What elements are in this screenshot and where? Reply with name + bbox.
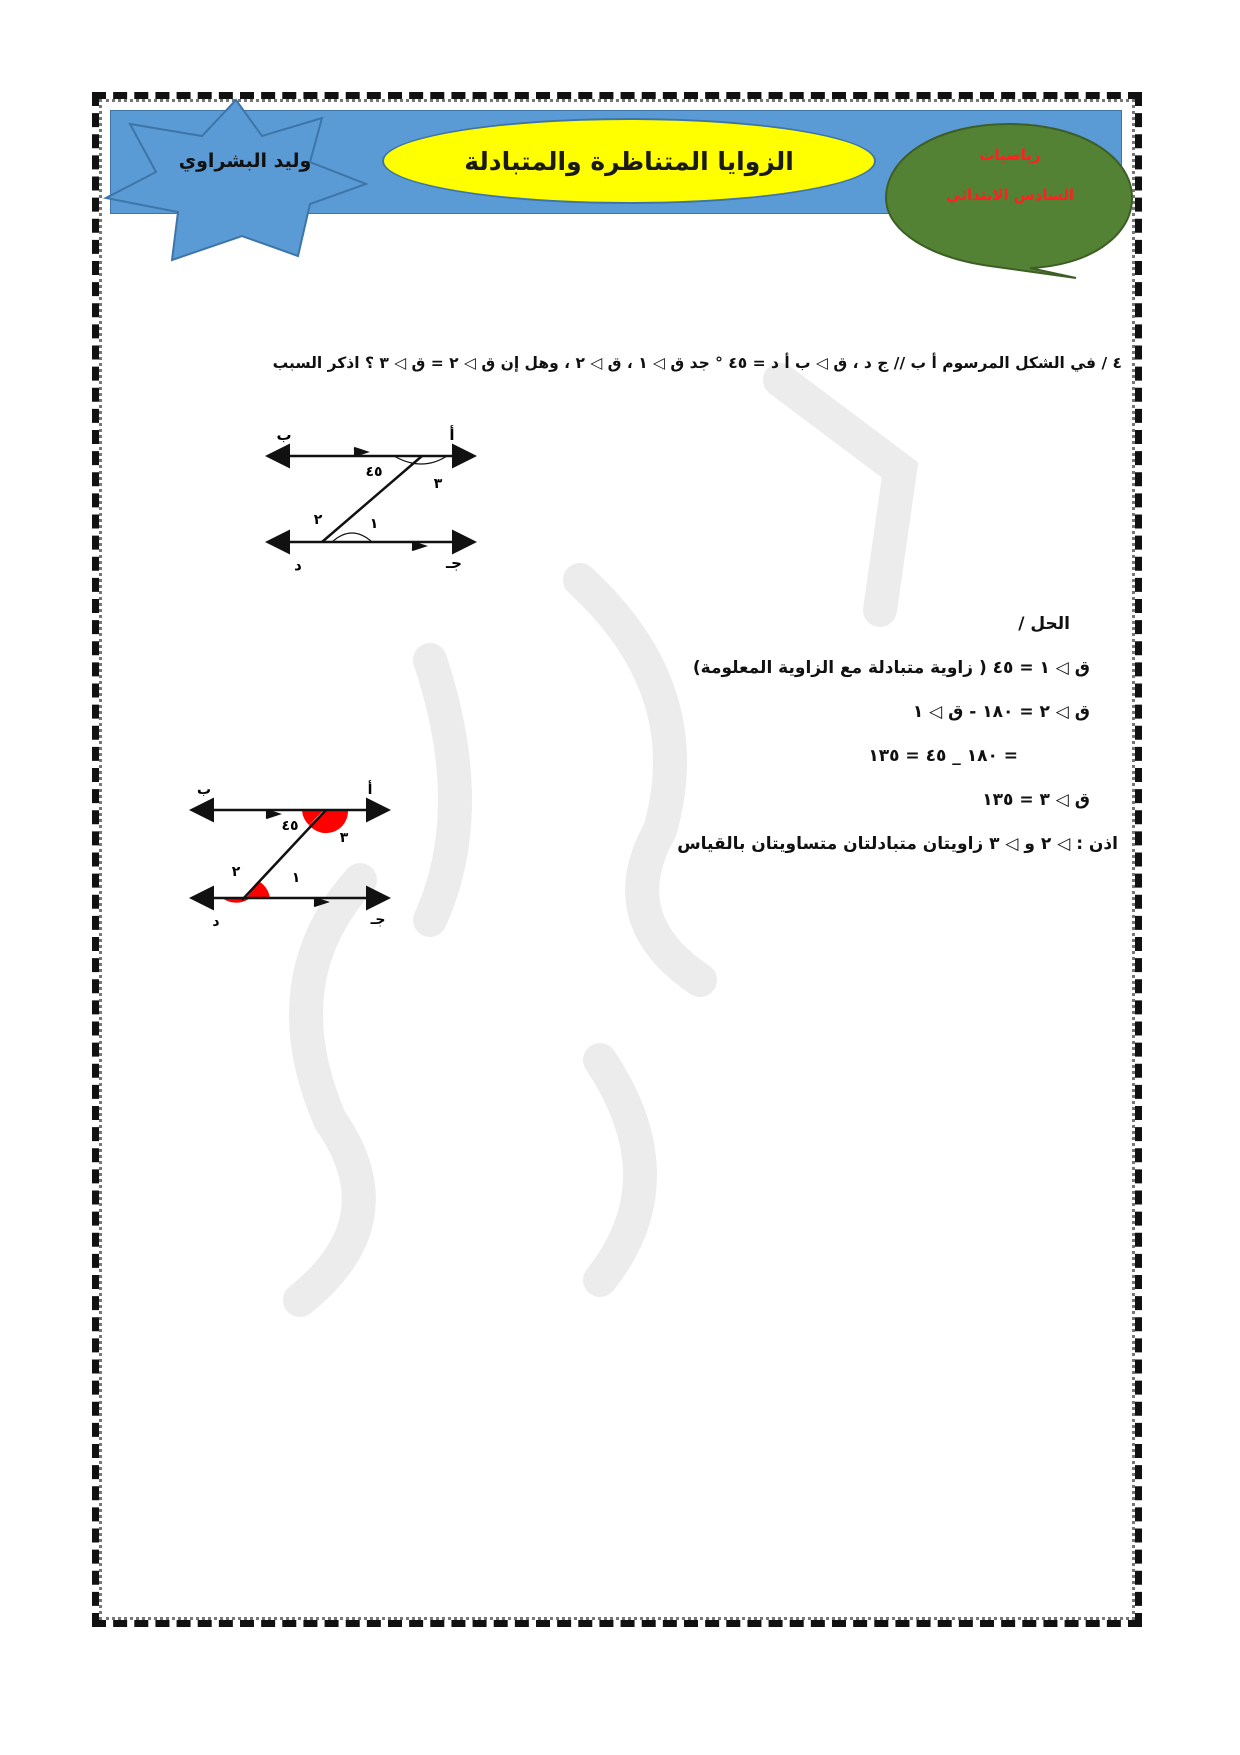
label-d: د [294,556,302,574]
parallel-lines-diagram [262,420,492,580]
angle-3-label-2: ٣ [339,830,349,846]
solution-line-4: ق ◁ ٣ = ١٣٥ [982,790,1090,810]
solution-line-2: ق ◁ ٢ = ١٨٠ - ق ◁ ١ [912,702,1090,722]
label-a-2: أ [367,782,373,798]
angle-given-label: ٤٥ [365,464,383,480]
angle-2-label-2: ٢ [231,864,241,880]
author-name: وليد البشراوي [178,150,312,172]
angle-given-label-2: ٤٥ [281,818,299,834]
angle-1-label-2: ١ [291,870,301,886]
solution-line-3: = ١٨٠ _ ٤٥ = ١٣٥ [868,746,1018,766]
label-c-2: جـ [370,912,386,928]
title-ellipse [382,118,876,204]
angle-1-label: ١ [369,516,379,532]
page-title: الزوايا المتناظرة والمتبادلة [464,146,794,176]
grade-level: السادس الابتدائي [946,186,1074,204]
solution-conclusion: اذن : ◁ ٢ و ◁ ٣ زاويتان متبادلتان متساويتان بالقياس [677,834,1118,854]
label-d-2: د [212,914,220,930]
solution-diagram [186,778,416,938]
label-b-2: ب [196,782,212,798]
label-a: أ [449,426,455,444]
angle-2-label: ٢ [313,512,323,528]
label-c: جـ [446,554,462,572]
question-text: ٤ / في الشكل المرسوم أ ب // ج د ، ق ◁ ب أ د = ٤٥ ° جد ق ◁ ١ ، ق ◁ ٢ ، وهل إن ق ◁ ٢ = ق ◁ ٣ ؟ اذكر السبب [272,354,1122,372]
angle-3-label: ٣ [433,476,443,492]
solution-line-1: ق ◁ ١ = ٤٥ ( زاوية متبادلة مع الزاوية المعلومة) [692,658,1090,678]
subject-name: رياضيات [979,146,1041,164]
solution-heading: الحل / [1018,614,1070,634]
author-star-shape [102,96,370,266]
label-b: ب [276,426,292,444]
